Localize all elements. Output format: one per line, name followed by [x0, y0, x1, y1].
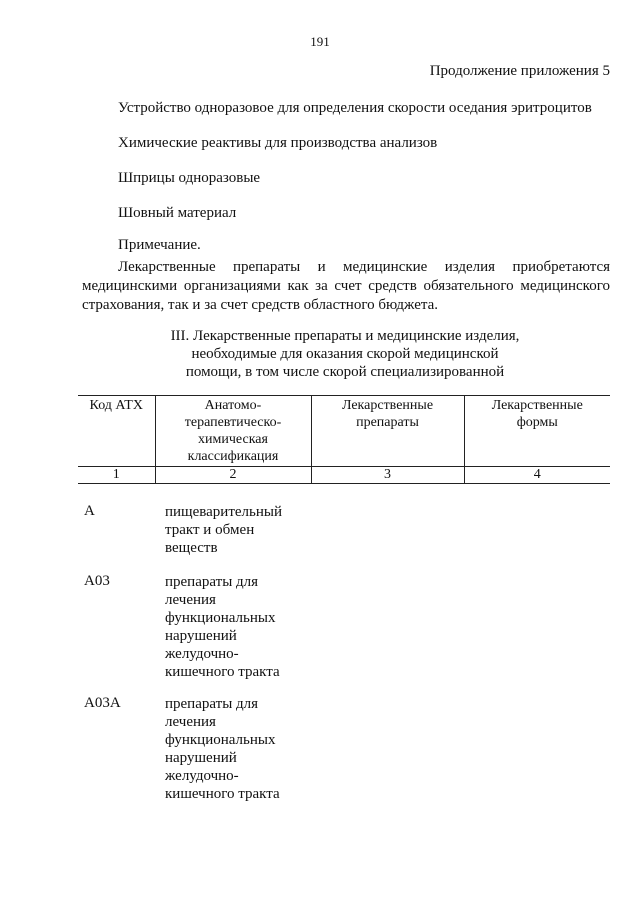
section-title: [0, 327, 640, 381]
header-line: Код АТХ: [89, 398, 143, 413]
entry-description: [165, 573, 305, 681]
header-line: препараты: [356, 415, 419, 430]
entry-desc-line: кишечного тракта: [165, 786, 280, 802]
note-label: Примечание.: [118, 237, 201, 253]
header-forms: [464, 396, 610, 467]
entry-desc-line: желудочно-: [165, 646, 239, 662]
table-header-row: [78, 396, 610, 467]
entry-desc-line: нарушений: [165, 628, 237, 644]
entry-desc-line: тракт и обмен: [165, 522, 255, 538]
entry-description: [165, 695, 305, 803]
header-drugs: [311, 396, 464, 467]
entry-code: А: [84, 503, 95, 519]
header-line: химическая: [198, 432, 268, 447]
header-line: терапевтическо-: [184, 415, 282, 430]
section-title-line: помощи, в том числе скорой специализированной: [185, 364, 505, 380]
entry-desc-line: функциональных: [165, 732, 276, 748]
item-suture-material: Шовный материал: [118, 205, 237, 221]
header-line: Анатомо-: [204, 398, 262, 413]
header-line: формы: [516, 415, 558, 430]
column-number: 3: [311, 467, 464, 484]
header-line: Лекарственные: [491, 398, 583, 413]
header-line: классификация: [187, 449, 279, 464]
entry-desc-line: желудочно-: [165, 768, 239, 784]
column-number: 2: [155, 467, 311, 484]
header-line: Лекарственные: [341, 398, 434, 413]
column-number: 4: [464, 467, 610, 484]
entry-desc-line: лечения: [165, 592, 216, 608]
header-classification: [155, 396, 311, 467]
entry-desc-line: функциональных: [165, 610, 276, 626]
entry-desc-line: лечения: [165, 714, 216, 730]
entry-description: [165, 503, 305, 557]
item-chemical-reagents: Химические реактивы для производства анализов: [118, 135, 438, 151]
continuation-heading: Продолжение приложения 5: [429, 63, 610, 79]
entry-code: А03А: [84, 695, 121, 711]
section-title-line: III. Лекарственные препараты и медицинские изделия,: [170, 328, 520, 344]
entry-desc-line: препараты для: [165, 574, 259, 590]
column-number: 1: [78, 467, 155, 484]
note-text: Лекарственные препараты и медицинские изделия приобретаются медицинскими организациями как за счет средств обязательного медицинского страхования, так и за счет средств областного бюджета.: [82, 259, 610, 313]
atx-table: [78, 395, 610, 484]
item-syringes: Шприцы одноразовые: [118, 170, 261, 186]
entry-desc-line: кишечного тракта: [165, 664, 280, 680]
entry-code: А03: [84, 573, 110, 589]
entry-desc-line: пищеварительный: [165, 504, 283, 520]
entry-desc-line: препараты для: [165, 696, 259, 712]
header-atx-code: [78, 396, 155, 467]
table-number-row: [78, 467, 610, 484]
section-title-line: необходимые для оказания скорой медицинской: [191, 346, 499, 362]
entry-desc-line: нарушений: [165, 750, 237, 766]
entry-desc-line: веществ: [165, 540, 218, 556]
page-number: 191: [310, 34, 330, 49]
item-esr-device: Устройство одноразовое для определения скорости оседания эритроцитов: [118, 100, 592, 116]
